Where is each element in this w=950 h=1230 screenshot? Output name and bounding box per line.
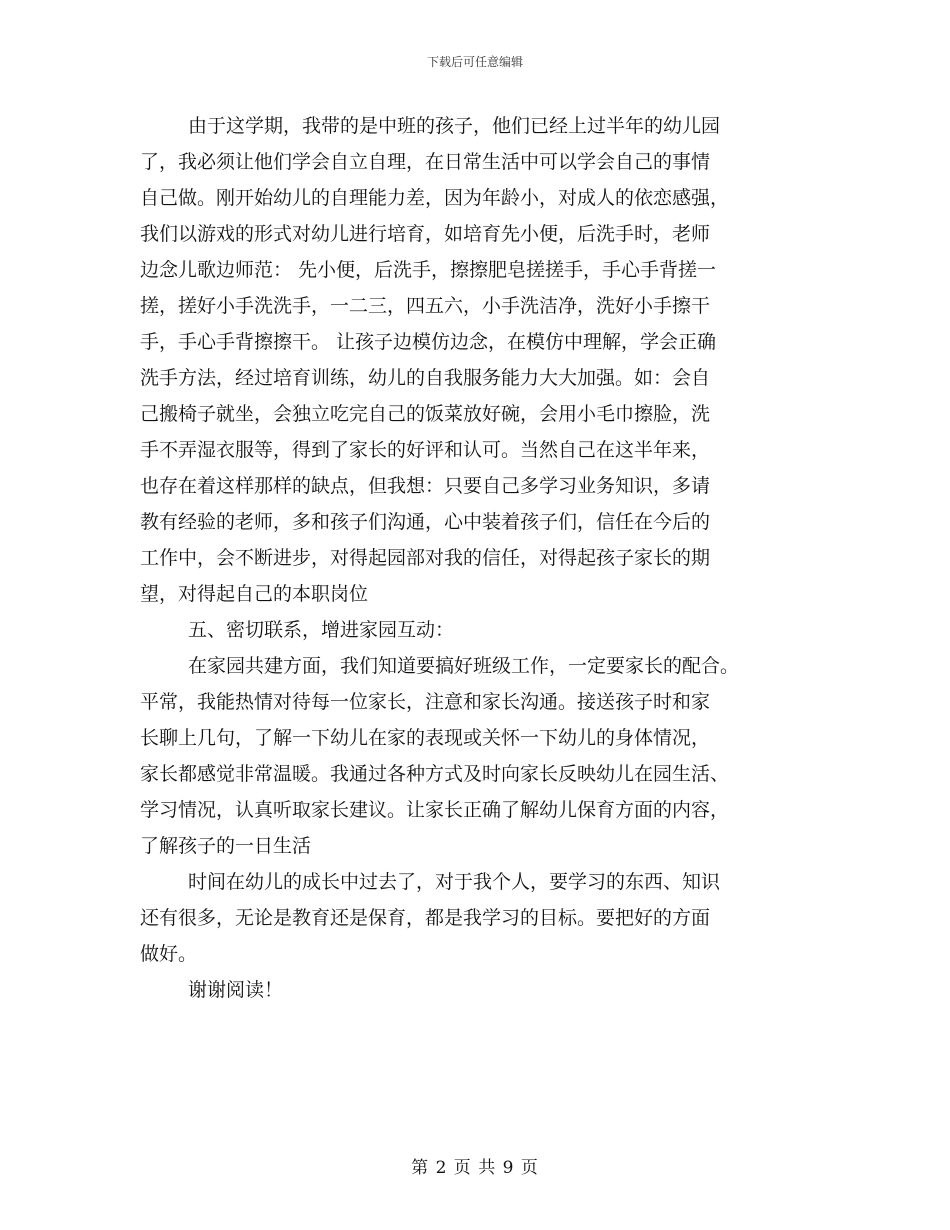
paragraph-line: 我们以游戏的形式对幼儿进行培育，如培育先小便，后洗手时，老师 — [140, 223, 711, 245]
paragraph-line: 工作中，会不断进步，对得起园部对我的信任，对得起孩子家长的期 — [140, 547, 711, 569]
page-number: 第 2 页 共 9 页 — [411, 1158, 539, 1178]
paragraph-line: 也存在着这样那样的缺点，但我想：只要自己多学习业务知识，多请 — [140, 475, 711, 497]
paragraph-line: 平常，我能热情对待每一位家长，注意和家长沟通。接送孩子时和家 — [140, 691, 711, 713]
paragraph-line: 了，我必须让他们学会自立自理，在日常生活中可以学会自己的事情 — [140, 151, 711, 173]
paragraph-line: 己搬椅子就坐，会独立吃完自己的饭菜放好碗，会用小毛巾擦脸，洗 — [140, 403, 711, 425]
paragraph-line: 望，对得起自己的本职岗位 — [140, 583, 369, 605]
paragraph-line: 洗手方法，经过培育训练，幼儿的自我服务能力大大加强。如：会自 — [140, 367, 711, 389]
paragraph-line: 学习情况，认真听取家长建议。让家长正确了解幼儿保育方面的内容， — [140, 799, 730, 821]
paragraph-line: 手，手心手背擦擦干。 让孩子边模仿边念，在模仿中理解，学会正确 — [140, 331, 717, 353]
paragraph-line: 边念儿歌边师范： 先小便，后洗手，擦擦肥皂搓搓手，手心手背搓一 — [140, 259, 717, 281]
paragraph-line: 在家园共建方面，我们知道要搞好班级工作，一定要家长的配合。 — [188, 655, 740, 677]
paragraph-line: 家长都感觉非常温暖。我通过各种方式及时向家长反映幼儿在园生活、 — [140, 763, 730, 785]
paragraph-line: 自己做。刚开始幼儿的自理能力差，因为年龄小，对成人的依恋感强， — [140, 187, 730, 209]
paragraph-line: 搓，搓好小手洗洗手，一二三，四五六，小手洗洁净，洗好小手擦干 — [140, 295, 711, 317]
paragraph-line: 手不弄湿衣服等，得到了家长的好评和认可。当然自己在这半年来， — [140, 439, 711, 461]
page-header-note: 下载后可任意编辑 — [426, 55, 523, 69]
paragraph-line: 由于这学期，我带的是中班的孩子，他们已经上过半年的幼儿园 — [188, 115, 721, 137]
paragraph-line: 还有很多，无论是教育还是保育，都是我学习的目标。要把好的方面 — [140, 907, 711, 929]
paragraph-line: 教有经验的老师，多和孩子们沟通，心中装着孩子们，信任在今后的 — [140, 511, 711, 533]
closing-line: 谢谢阅读！ — [188, 979, 284, 1001]
section-heading: 五、密切联系，增进家园互动： — [188, 619, 455, 641]
document-body — [140, 108, 812, 1008]
paragraph-line: 了解孩子的一日生活 — [140, 835, 312, 857]
paragraph-line: 时间在幼儿的成长中过去了，对于我个人，要学习的东西、知识 — [188, 871, 721, 893]
paragraph-line: 做好。 — [140, 943, 198, 965]
paragraph-line: 长聊上几句，了解一下幼儿在家的表现或关怀一下幼儿的身体情况， — [140, 727, 711, 749]
